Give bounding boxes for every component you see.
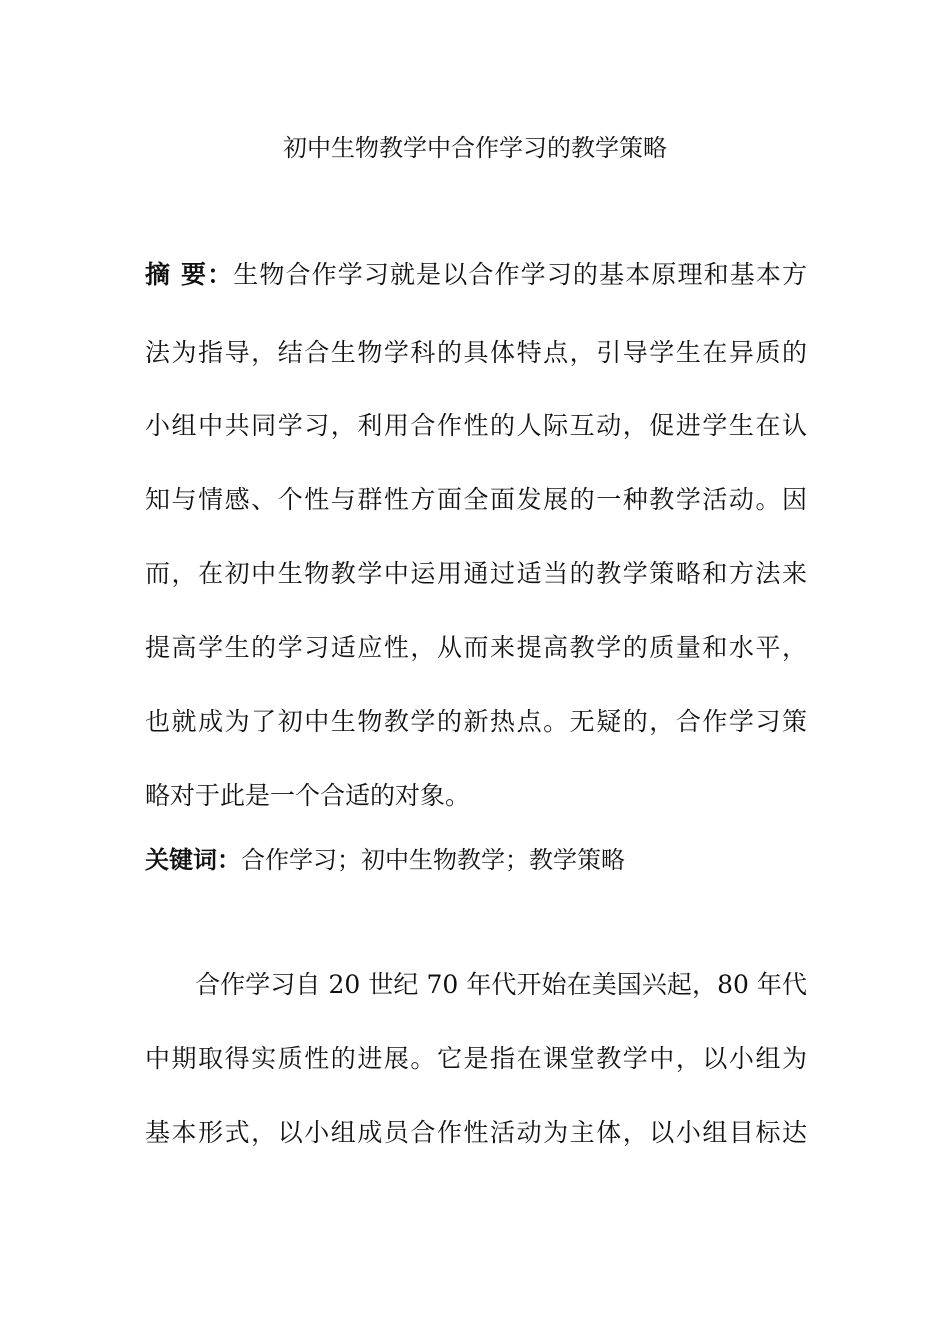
keywords-label: 关键词： xyxy=(145,846,241,874)
body-text-1: 合作学习自 20 世纪 70 年代开始在美国兴起，80 年代 xyxy=(195,970,807,999)
abstract-line-4: 知与情感、个性与群性方面全面发展的一种教学活动。因 xyxy=(145,485,807,514)
body-line-1 xyxy=(145,965,807,1005)
abstract-line-2: 法为指导，结合生物学科的具体特点，引导学生在异质的 xyxy=(145,338,807,367)
abstract-line-7: 也就成为了初中生物教学的新热点。无疑的，合作学习策 xyxy=(145,707,807,736)
body-line-3: 基本形式，以小组成员合作性活动为主体，以小组目标达 xyxy=(145,1118,807,1147)
abstract-line-5: 而，在初中生物教学中运用通过适当的教学策略和方法来 xyxy=(145,559,807,588)
document-title: 初中生物教学中合作学习的教学策略 xyxy=(283,134,667,162)
keywords-text: 合作学习；初中生物教学；教学策略 xyxy=(241,846,625,874)
abstract-text-1: 生物合作学习就是以合作学习的基本原理和基本方 xyxy=(233,260,807,289)
body-line-2: 中期取得实质性的进展。它是指在课堂教学中，以小组为 xyxy=(145,1044,807,1073)
abstract-line-3: 小组中共同学习，利用合作性的人际互动，促进学生在认 xyxy=(145,411,807,440)
abstract-line-8: 略对于此是一个合适的对象。 xyxy=(145,781,471,810)
abstract-label: 摘 要： xyxy=(145,260,234,289)
abstract-line-6: 提高学生的学习适应性，从而来提高教学的质量和水平， xyxy=(145,633,807,662)
abstract-line-1 xyxy=(145,255,807,295)
keywords-line xyxy=(145,840,807,880)
